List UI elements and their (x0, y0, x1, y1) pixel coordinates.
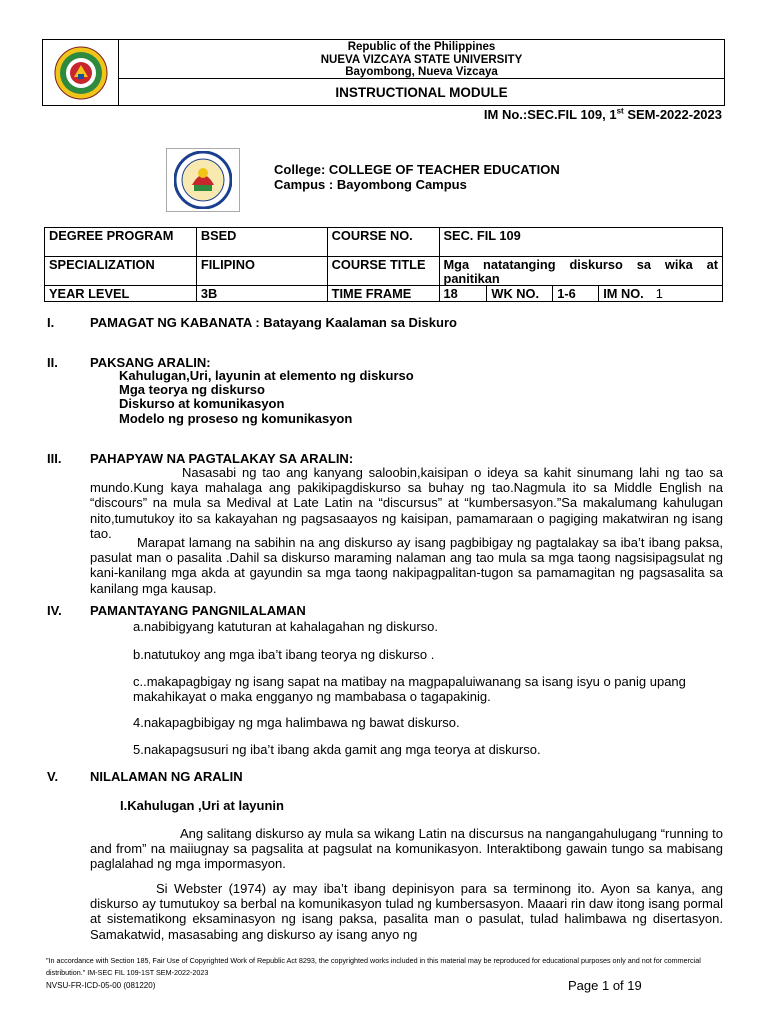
degree-value: BSED (196, 228, 327, 257)
degree-label: DEGREE PROGRAM (45, 228, 197, 257)
wk-no-value: 1-6 (553, 286, 599, 302)
form-code: NVSU-FR-ICD-05-00 (081220) (46, 981, 156, 990)
course-no-label: COURSE NO. (327, 228, 439, 257)
section-5-paragraph-2: Si Webster (1974) ay may iba’t ibang depinisyon para sa terminong ito. Ayon sa kanya, ang diskurso ay tumutukoy sa berbal na komunikasyon tulad ng kumbersasyon. Maaari rin daw itong isang pormal at sistematikong eksaminasyon ng isang paksa, pasalita man o pasulat, tulad halimbawa ng disertasyon. Samakatwid, masasabing ang diskurso ay isang anyo ng (90, 881, 723, 942)
topic-item: Modelo ng proseso ng komunikasyon (119, 410, 353, 426)
course-title-label: COURSE TITLE (327, 257, 439, 286)
page-number: Page 1 of 19 (568, 978, 642, 993)
im-no-value: 1 (655, 286, 663, 301)
standard-item: c..makapagbigay ng isang sapat na matibay na magpapaluiwanang sa isang isyu o panig upang makahikayat o maka engganyo ng mambabasa o tagapakinig. (133, 674, 686, 705)
header-university: NUEVA VIZCAYA STATE UNIVERSITY (320, 53, 523, 66)
university-seal-icon (54, 46, 108, 100)
header-location: Bayombong, Nueva Vizcaya (345, 66, 498, 78)
wk-no-label: WK NO. (487, 286, 553, 302)
section-2-number: II. (47, 355, 58, 370)
standard-item: 5.nakapagsusuri ng iba’t ibang akda gamit ang mga teorya at diskurso. (133, 742, 541, 757)
im-number-prefix: IM No.:SEC.FIL 109, 1 (483, 107, 617, 122)
course-no-value: SEC. FIL 109 (439, 228, 723, 257)
campus-name: Campus : Bayombong Campus (274, 177, 467, 192)
time-frame-label: TIME FRAME (327, 286, 439, 302)
standard-item: b.natutukoy ang mga iba’t ibang teorya ng diskurso . (133, 647, 435, 662)
standard-item: 4.nakapagbibigay ng mga halimbawa ng bawat diskurso. (133, 715, 460, 730)
section-2-topics (119, 369, 414, 426)
im-number-suffix: SEM-2022-2023 (623, 107, 722, 122)
college-logo-frame (166, 148, 240, 212)
year-level-value: 3B (196, 286, 327, 302)
section-4-title: PAMANTAYANG PANGNILALAMAN (90, 603, 306, 618)
header-box (42, 39, 725, 106)
topic-item: Diskurso at komunikasyon (119, 396, 285, 412)
im-number-sup: st (616, 106, 624, 116)
specialization-value: FILIPINO (196, 257, 327, 286)
im-no-label: IM NO. (603, 286, 644, 301)
section-4-number: IV. (47, 603, 62, 618)
section-3-title: PAHAPYAW NA PAGTALAKAY SA ARALIN: (90, 451, 354, 466)
section-1-title: PAMAGAT NG KABANATA : Batayang Kaalaman sa Diskuro (90, 315, 457, 330)
course-title-value: Mga natatanging diskurso sa wika at panitikan (439, 257, 723, 286)
section-5-paragraph-1: Ang salitang diskurso ay mula sa wikang Latin na discursus na nangangahulugang “running to and from” na maiiugnay sa pagsalita at pagsulat na komunikasyon. Interaktibong gawain tungo sa mabisang paglalahad ng mga impormasyon. (90, 826, 723, 872)
time-frame-value: 18 (439, 286, 487, 302)
section-3-number: III. (47, 451, 62, 466)
topic-item: Mga teorya ng diskurso (119, 382, 265, 398)
im-number (484, 107, 722, 122)
header-institution (119, 40, 724, 79)
course-info-table (44, 227, 723, 302)
im-no-cell (599, 286, 723, 302)
college-seal-icon (174, 151, 232, 209)
section-5-title: NILALAMAN NG ARALIN (90, 769, 243, 784)
section-5-number: V. (47, 769, 59, 784)
university-logo-cell (43, 40, 119, 105)
college-name: College: COLLEGE OF TEACHER EDUCATION (274, 162, 560, 177)
section-3-paragraph-1: Nasasabi ng tao ang kanyang saloobin,kaisipan o ideya sa kahit sinumang lahi ng tao sa mundo.Kung kaya mahalaga ang pakikipagdiskurso sa buhay ng tao.Nagmula ito sa Middle English na “discours” na mula sa Medival at Late Latin na “discursus” at “kumbersasyon.”Sa makalumang kahulugan nito,tumutukoy ito sa kakayahan ng pagsasaayos ng kaisipan, pamamaraan o pagiging makatwiran ng isang tao. (90, 465, 723, 541)
section-1-number: I. (47, 315, 55, 330)
specialization-label: SPECIALIZATION (45, 257, 197, 286)
copyright-note: "In accordance with Section 185, Fair Use of Copyrighted Work of Republic Act 8293, the copyrighted works included in this material may be reproduced for educational purposes only and not for commercial distribution." IM-SEC FIL 109-1ST SEM-2022-2023 (46, 956, 701, 977)
section-5-subheading: I.Kahulugan ,Uri at layunin (120, 798, 284, 813)
header-republic: Republic of the Philippines (347, 41, 496, 53)
module-title: INSTRUCTIONAL MODULE (335, 84, 508, 100)
section-2-title: PAKSANG ARALIN: (90, 355, 211, 370)
topic-item: Kahulugan,Uri, layunin at elemento ng diskurso (119, 368, 414, 383)
section-3-paragraph-2: Marapat lamang na sabihin na ang diskurso ay isang pagbibigay ng pagtalakay sa iba’t ibang paksa, pasulat man o pasalita .Dahil sa diskurso maraming nalaman ang tao mula sa mga taong nagsisipagsulat ng kani-kanilang mga akda at gayundin sa mga taong nakipagpalitan-tugon sa pamamagitan ng pagsasalita sa kanilang mga kausap. (90, 535, 723, 596)
standard-item: a.nabibigyang katuturan at kahalagahan ng diskurso. (133, 619, 438, 634)
college-info (274, 162, 560, 192)
year-level-label: YEAR LEVEL (45, 286, 197, 302)
